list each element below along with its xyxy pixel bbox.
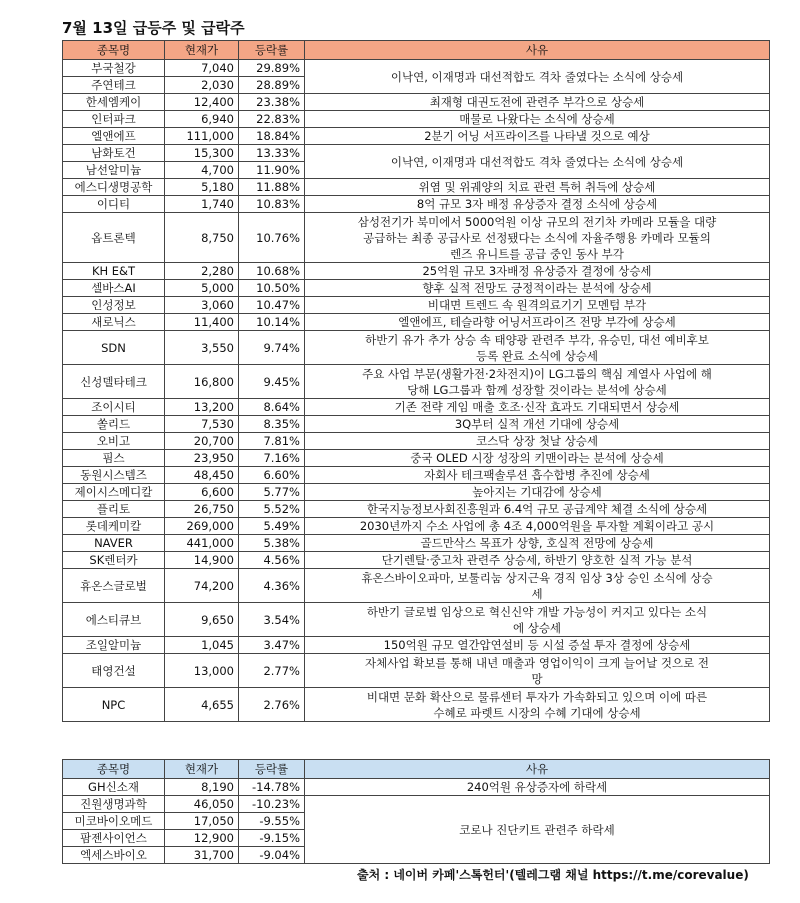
- table-row: [63, 654, 770, 688]
- stock-name-cell: 핌스: [63, 450, 165, 467]
- change-cell: 2.77%: [239, 654, 305, 688]
- reason-cell: 비대면 문화 확산으로 물류센터 투자가 가속화되고 있으며 이에 따른 수혜로 파렛트 시장의 수혜 기대에 상승세: [305, 688, 770, 722]
- table-row: [63, 796, 770, 813]
- table-row: [63, 365, 770, 399]
- reason-cell: 높아지는 기대감에 상승세: [305, 484, 770, 501]
- reason-cell: 3Q부터 실적 개선 기대에 상승세: [305, 416, 770, 433]
- stock-name-cell: 태영건설: [63, 654, 165, 688]
- change-cell: 7.16%: [239, 450, 305, 467]
- reason-cell: 자회사 테크팩솔루션 흡수합병 추진에 상승세: [305, 467, 770, 484]
- price-cell: 31,700: [165, 847, 239, 864]
- source-note: 출처 : 네이버 카페'스톡헌터'(텔레그램 채널 https://t.me/corevalue): [357, 868, 749, 882]
- stock-name-cell: 팜젠사이언스: [63, 830, 165, 847]
- price-cell: 16,800: [165, 365, 239, 399]
- stock-name-cell: 휴온스글로벌: [63, 569, 165, 603]
- stock-name-cell: 조일알미늄: [63, 637, 165, 654]
- reason-cell: 주요 사업 부문(생활가전·2차전지)이 LG그룹의 핵심 계열사 사업에 해 당해 LG그룹과 함께 성장할 것이라는 분석에 상승세: [305, 365, 770, 399]
- table-row: [63, 280, 770, 297]
- change-cell: 10.47%: [239, 297, 305, 314]
- stock-name-cell: 에스티큐브: [63, 603, 165, 637]
- table-row: [63, 297, 770, 314]
- table-row: [63, 603, 770, 637]
- change-cell: 5.38%: [239, 535, 305, 552]
- reason-cell: 위염 및 위궤양의 치료 관련 특허 취득에 상승세: [305, 179, 770, 196]
- header-price: 현재가: [165, 760, 239, 779]
- table-row: [63, 213, 770, 263]
- table-row: [63, 552, 770, 569]
- reason-cell: 골드만삭스 목표가 상향, 호실적 전망에 상승세: [305, 535, 770, 552]
- reason-cell: 150억원 규모 열간압연설비 등 시설 증설 투자 결정에 상승세: [305, 637, 770, 654]
- reason-cell: 최재형 대권도전에 관련주 부각으로 상승세: [305, 94, 770, 111]
- stock-name-cell: 진원생명과학: [63, 796, 165, 813]
- table-row: [63, 484, 770, 501]
- stock-name-cell: GH신소재: [63, 779, 165, 796]
- reason-cell: 8억 규모 3자 배정 유상증자 결정 소식에 상승세: [305, 196, 770, 213]
- table-row: [63, 450, 770, 467]
- price-cell: 2,280: [165, 263, 239, 280]
- price-cell: 7,530: [165, 416, 239, 433]
- table-row: [63, 314, 770, 331]
- change-cell: 10.50%: [239, 280, 305, 297]
- change-cell: 5.49%: [239, 518, 305, 535]
- stock-name-cell: 옵트론텍: [63, 213, 165, 263]
- header-change: 등락률: [239, 760, 305, 779]
- stock-name-cell: 롯데케미칼: [63, 518, 165, 535]
- change-cell: -9.15%: [239, 830, 305, 847]
- change-cell: 3.54%: [239, 603, 305, 637]
- table-row: [63, 688, 770, 722]
- reason-cell: 향후 실적 전망도 긍정적이라는 분석에 상승세: [305, 280, 770, 297]
- table-row: [63, 501, 770, 518]
- header-stock-name: 종목명: [63, 41, 165, 60]
- table-row: [63, 263, 770, 280]
- stock-name-cell: 남선알미늄: [63, 162, 165, 179]
- stock-name-cell: SK렌터카: [63, 552, 165, 569]
- header-reason: 사유: [305, 760, 770, 779]
- price-cell: 15,300: [165, 145, 239, 162]
- change-cell: 4.36%: [239, 569, 305, 603]
- change-cell: 10.76%: [239, 213, 305, 263]
- stock-name-cell: 엑세스바이오: [63, 847, 165, 864]
- reason-cell: 이낙연, 이재명과 대선적합도 격차 줄였다는 소식에 상승세: [305, 60, 770, 94]
- change-cell: 10.83%: [239, 196, 305, 213]
- reason-cell: 엘앤에프, 테슬라향 어닝서프라이즈 전망 부각에 상승세: [305, 314, 770, 331]
- price-cell: 12,900: [165, 830, 239, 847]
- price-cell: 48,450: [165, 467, 239, 484]
- reason-cell: 자체사업 확보를 통해 내년 매출과 영업이익이 크게 늘어날 것으로 전 망: [305, 654, 770, 688]
- change-cell: 5.77%: [239, 484, 305, 501]
- price-cell: 3,550: [165, 331, 239, 365]
- reason-cell: 중국 OLED 시장 성장의 키맨이라는 분석에 상승세: [305, 450, 770, 467]
- header-reason: 사유: [305, 41, 770, 60]
- change-cell: -9.04%: [239, 847, 305, 864]
- stock-name-cell: 남화토건: [63, 145, 165, 162]
- price-cell: 3,060: [165, 297, 239, 314]
- stock-name-cell: 한세엠케이: [63, 94, 165, 111]
- change-cell: 18.84%: [239, 128, 305, 145]
- table-row: [63, 331, 770, 365]
- table-row: [63, 433, 770, 450]
- change-cell: 13.33%: [239, 145, 305, 162]
- table-row: [63, 196, 770, 213]
- stock-name-cell: 쏠리드: [63, 416, 165, 433]
- stock-name-cell: 동원시스템즈: [63, 467, 165, 484]
- change-cell: 7.81%: [239, 433, 305, 450]
- change-cell: 2.76%: [239, 688, 305, 722]
- price-cell: 8,750: [165, 213, 239, 263]
- price-cell: 13,200: [165, 399, 239, 416]
- plunge-stocks-table: [62, 759, 770, 864]
- reason-cell: 단기렌탈·중고차 관련주 상승세, 하반기 양호한 실적 가능 분석: [305, 552, 770, 569]
- change-cell: 6.60%: [239, 467, 305, 484]
- table-row: [63, 111, 770, 128]
- stock-name-cell: 플리토: [63, 501, 165, 518]
- page-title: 7월 13일 급등주 및 급락주: [62, 19, 245, 37]
- price-cell: 12,400: [165, 94, 239, 111]
- table-row: [63, 145, 770, 162]
- table-row: [63, 399, 770, 416]
- table-row: [63, 637, 770, 654]
- table-row: [63, 60, 770, 77]
- change-cell: 9.74%: [239, 331, 305, 365]
- price-cell: 46,050: [165, 796, 239, 813]
- reason-cell: 삼성전기가 북미에서 5000억원 이상 규모의 전기차 카메라 모듈을 대량 공급하는 최종 공급사로 선정됐다는 소식에 자율주행용 카메라 모듈의 렌즈 유니트를 공급 중인 동사 부각: [305, 213, 770, 263]
- price-cell: 269,000: [165, 518, 239, 535]
- price-cell: 1,045: [165, 637, 239, 654]
- price-cell: 4,700: [165, 162, 239, 179]
- price-cell: 26,750: [165, 501, 239, 518]
- price-cell: 441,000: [165, 535, 239, 552]
- reason-cell: 코스닥 상장 첫날 상승세: [305, 433, 770, 450]
- change-cell: 10.14%: [239, 314, 305, 331]
- table-row: [63, 467, 770, 484]
- change-cell: 23.38%: [239, 94, 305, 111]
- price-cell: 2,030: [165, 77, 239, 94]
- change-cell: 9.45%: [239, 365, 305, 399]
- reason-cell: 코로나 진단키트 관련주 하락세: [305, 796, 770, 864]
- stock-name-cell: 이디티: [63, 196, 165, 213]
- reason-cell: 매물로 나왔다는 소식에 상승세: [305, 111, 770, 128]
- stock-name-cell: 미코바이오메드: [63, 813, 165, 830]
- stock-name-cell: NPC: [63, 688, 165, 722]
- stock-name-cell: 오비고: [63, 433, 165, 450]
- reason-cell: 2분기 어닝 서프라이즈를 나타낼 것으로 예상: [305, 128, 770, 145]
- stock-name-cell: 신성델타테크: [63, 365, 165, 399]
- price-cell: 7,040: [165, 60, 239, 77]
- stock-name-cell: 제이시스메디칼: [63, 484, 165, 501]
- price-cell: 1,740: [165, 196, 239, 213]
- stock-name-cell: 셀바스AI: [63, 280, 165, 297]
- table-row: [63, 779, 770, 796]
- reason-cell: 하반기 글로벌 임상으로 혁신신약 개발 가능성이 커지고 있다는 소식 에 상승세: [305, 603, 770, 637]
- stock-name-cell: 부국철강: [63, 60, 165, 77]
- table-row: [63, 518, 770, 535]
- stock-name-cell: 인터파크: [63, 111, 165, 128]
- stock-name-cell: 새로닉스: [63, 314, 165, 331]
- table-row: [63, 569, 770, 603]
- reason-cell: 한국지능정보사회진흥원과 6.4억 규모 공급계약 체결 소식에 상승세: [305, 501, 770, 518]
- table-row: [63, 128, 770, 145]
- header-change: 등락률: [239, 41, 305, 60]
- price-cell: 74,200: [165, 569, 239, 603]
- plunge-header-row: [63, 760, 770, 779]
- price-cell: 5,000: [165, 280, 239, 297]
- reason-cell: 기존 전략 게임 매출 호조·신작 효과도 기대되면서 상승세: [305, 399, 770, 416]
- header-price: 현재가: [165, 41, 239, 60]
- price-cell: 4,655: [165, 688, 239, 722]
- price-cell: 111,000: [165, 128, 239, 145]
- stock-name-cell: KH E&T: [63, 263, 165, 280]
- price-cell: 20,700: [165, 433, 239, 450]
- price-cell: 9,650: [165, 603, 239, 637]
- reason-cell: 25억원 규모 3자배정 유상증자 결정에 상승세: [305, 263, 770, 280]
- price-cell: 23,950: [165, 450, 239, 467]
- surge-header-row: [63, 41, 770, 60]
- change-cell: 8.64%: [239, 399, 305, 416]
- change-cell: 28.89%: [239, 77, 305, 94]
- header-stock-name: 종목명: [63, 760, 165, 779]
- change-cell: 3.47%: [239, 637, 305, 654]
- reason-cell: 이낙연, 이재명과 대선적합도 격차 줄였다는 소식에 상승세: [305, 145, 770, 179]
- change-cell: 11.90%: [239, 162, 305, 179]
- surge-stocks-table: [62, 40, 770, 722]
- table-row: [63, 416, 770, 433]
- price-cell: 5,180: [165, 179, 239, 196]
- change-cell: -14.78%: [239, 779, 305, 796]
- change-cell: 4.56%: [239, 552, 305, 569]
- change-cell: 22.83%: [239, 111, 305, 128]
- reason-cell: 2030년까지 수소 사업에 총 4조 4,000억원을 투자할 계획이라고 공시: [305, 518, 770, 535]
- stock-name-cell: 주연테크: [63, 77, 165, 94]
- price-cell: 14,900: [165, 552, 239, 569]
- change-cell: 8.35%: [239, 416, 305, 433]
- table-row: [63, 179, 770, 196]
- stock-name-cell: NAVER: [63, 535, 165, 552]
- stock-name-cell: 엘앤에프: [63, 128, 165, 145]
- reason-cell: 비대면 트렌드 속 원격의료기기 모멘텀 부각: [305, 297, 770, 314]
- stock-name-cell: 에스디생명공학: [63, 179, 165, 196]
- change-cell: 29.89%: [239, 60, 305, 77]
- price-cell: 6,940: [165, 111, 239, 128]
- stock-name-cell: 조이시티: [63, 399, 165, 416]
- price-cell: 6,600: [165, 484, 239, 501]
- change-cell: -10.23%: [239, 796, 305, 813]
- price-cell: 17,050: [165, 813, 239, 830]
- change-cell: 10.68%: [239, 263, 305, 280]
- change-cell: -9.55%: [239, 813, 305, 830]
- reason-cell: 휴온스바이오파마, 보툴리눔 상지근육 경직 임상 3상 승인 소식에 상승 세: [305, 569, 770, 603]
- price-cell: 13,000: [165, 654, 239, 688]
- reason-cell: 하반기 유가 추가 상승 속 태양광 관련주 부각, 유승민, 대선 예비후보 등록 완료 소식에 상승세: [305, 331, 770, 365]
- stock-name-cell: 인성정보: [63, 297, 165, 314]
- reason-cell: 240억원 유상증자에 하락세: [305, 779, 770, 796]
- change-cell: 5.52%: [239, 501, 305, 518]
- price-cell: 11,400: [165, 314, 239, 331]
- table-row: [63, 535, 770, 552]
- table-row: [63, 94, 770, 111]
- price-cell: 8,190: [165, 779, 239, 796]
- stock-name-cell: SDN: [63, 331, 165, 365]
- change-cell: 11.88%: [239, 179, 305, 196]
